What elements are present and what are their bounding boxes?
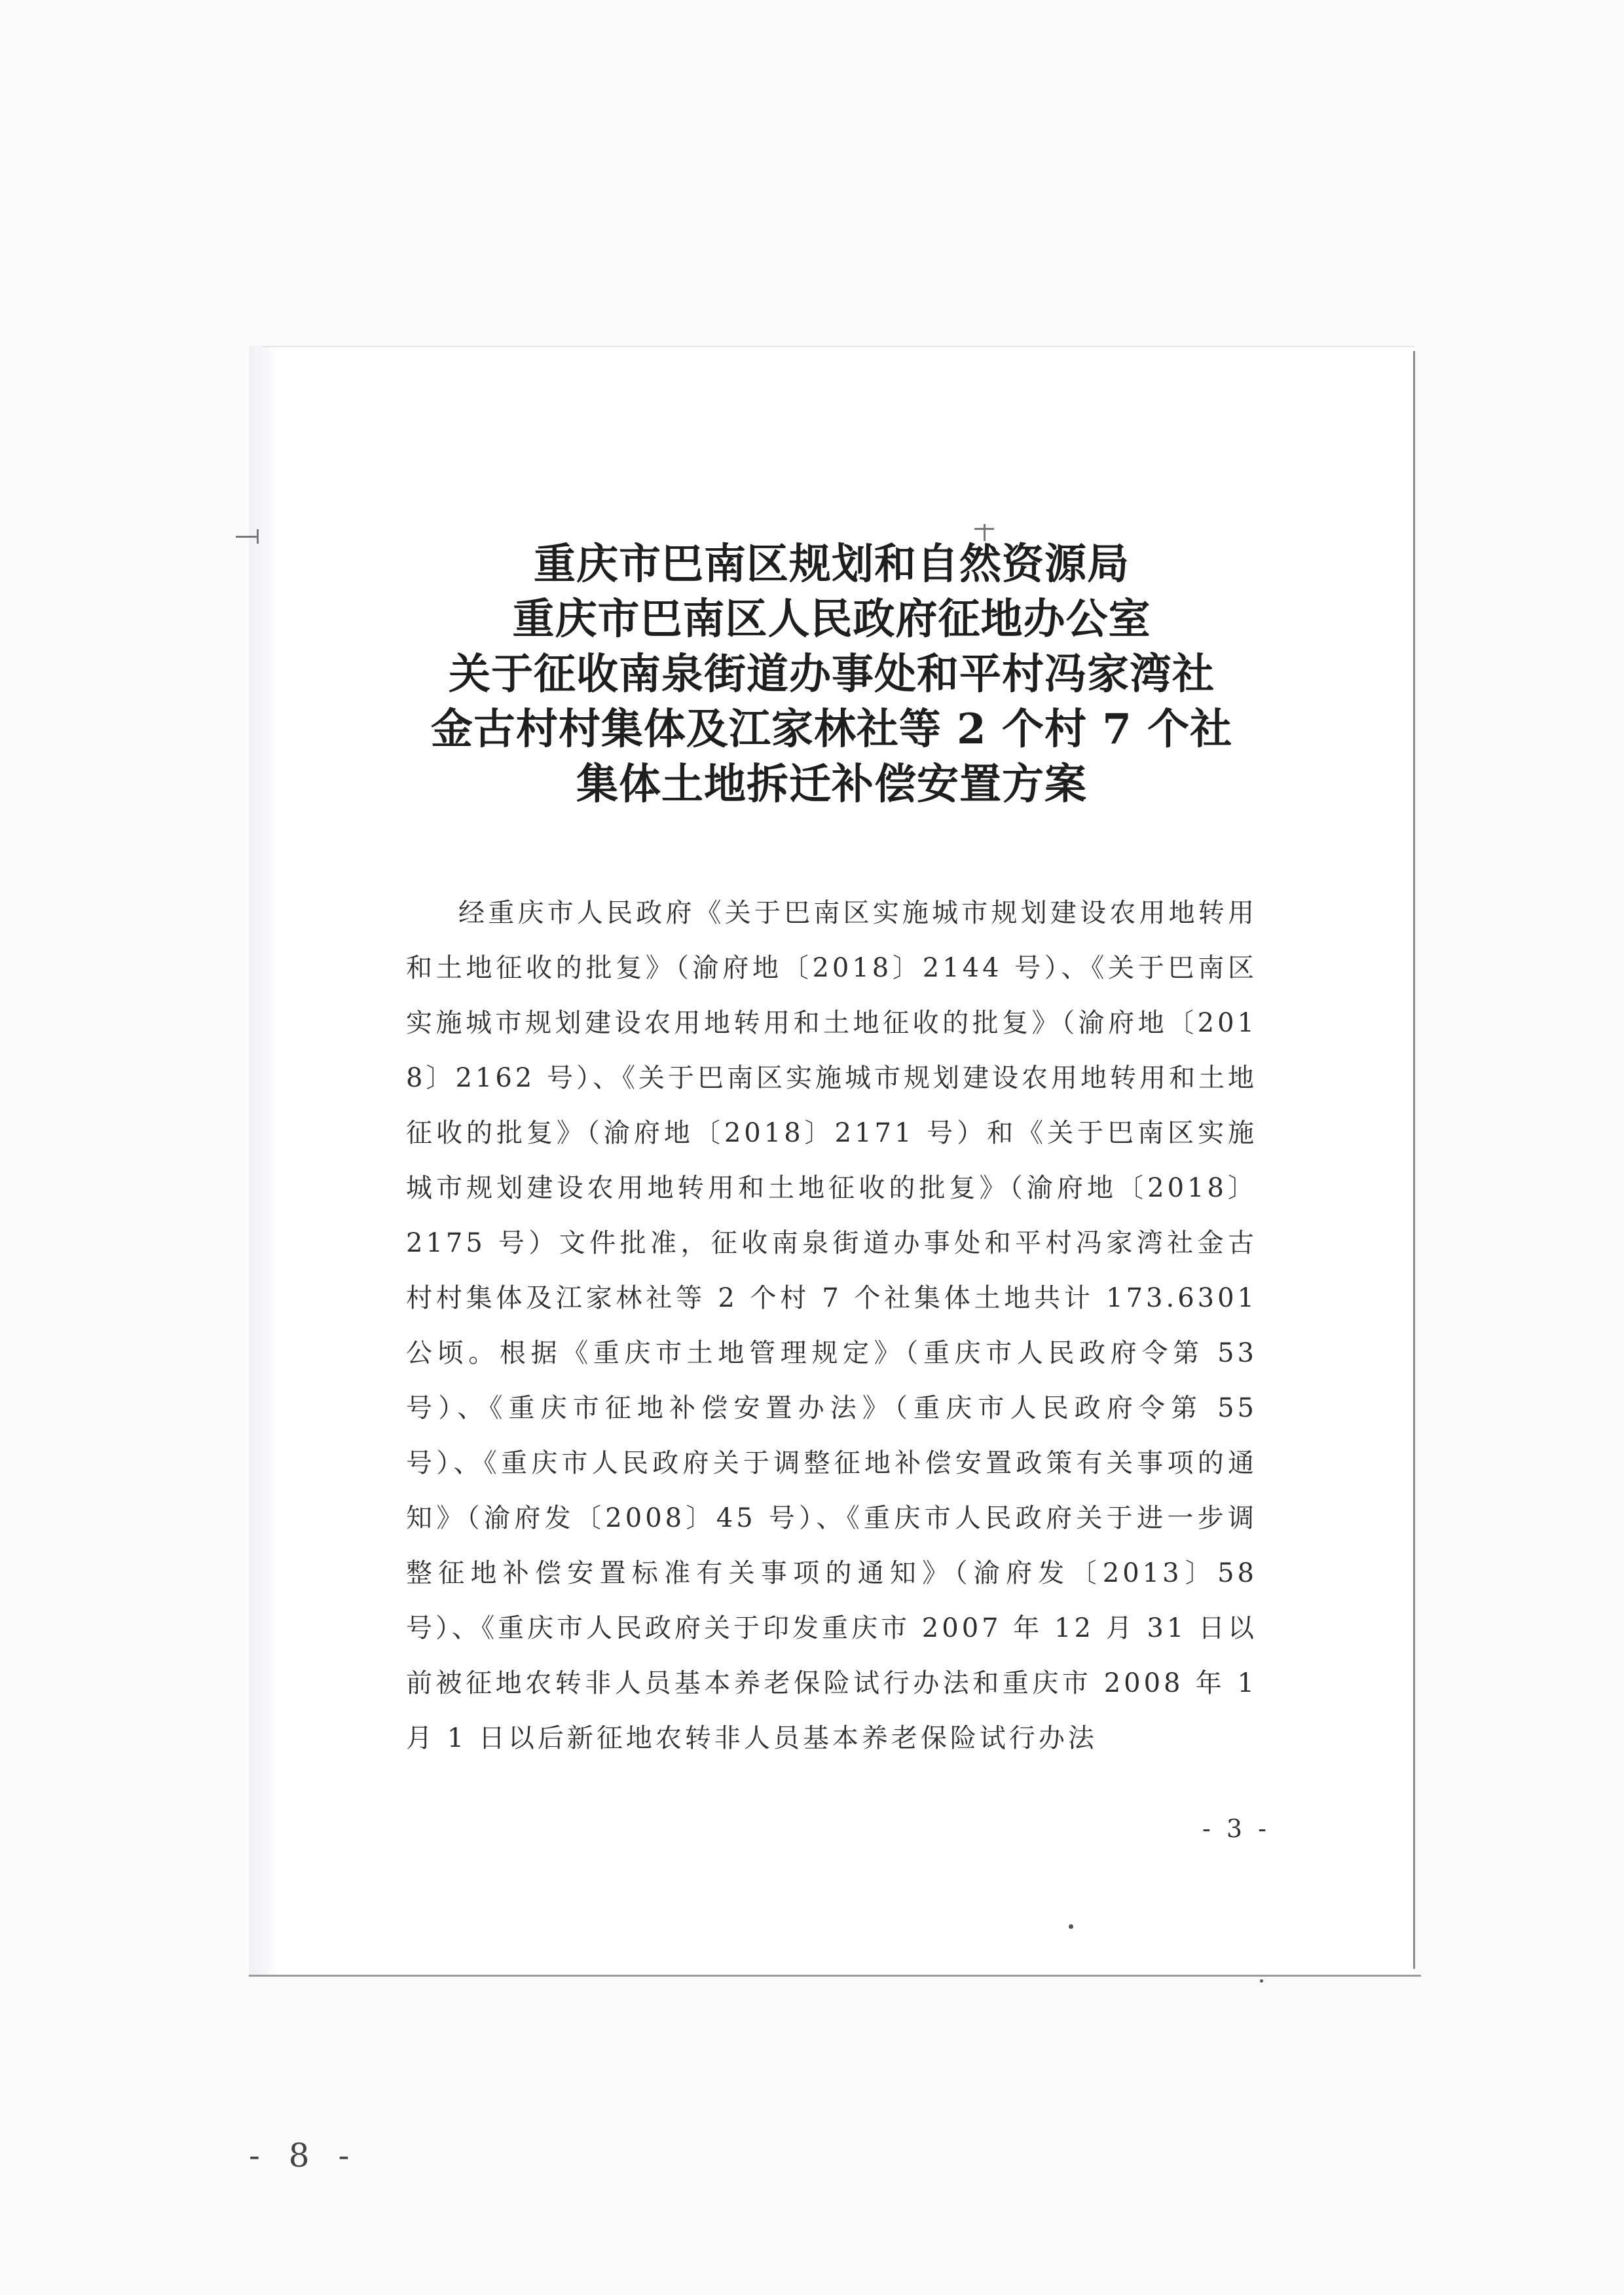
scan-speck (1069, 1924, 1073, 1929)
title-line-2: 重庆市巴南区人民政府征地办公室 (512, 595, 1151, 644)
title-line-5: 集体土地拆迁补偿安置方案 (576, 760, 1087, 809)
inner-page-top-edge (262, 346, 1414, 347)
document-title (249, 537, 1414, 812)
outer-page-number: - 8 - (249, 2136, 359, 2174)
body-paragraph: 经重庆市人民政府《关于巴南区实施城市规划建设农用地转用和土地征收的批复》（渝府地〔2018〕2144 号）、《关于巴南区实施城市规划建设农用地转用和土地征收的批复》（渝府地〔2018〕2162 号）、《关于巴南区实施城市规划建设农用地转用和土地征收的批复》（渝府地〔2018〕2171 号）和《关于巴南区实施城市规划建设农用地转用和土地征收的批复》（渝府地〔2018〕2175 号）文件批准，征收南泉街道办事处和平村冯家湾社金古村村集体及江家林社等 2 个村 7 个社集体土地共计 173.6301 公顷。根据《重庆市土地管理规定》（重庆市人民政府令第 53 号）、《重庆市征地补偿安置办法》（重庆市人民政府令第 55 号）、《重庆市人民政府关于调整征地补偿安置政策有关事项的通知》（渝府发〔2008〕45 号）、《重庆市人民政府关于进一步调整征地补偿安置标准有关事项的通知》（渝府发〔2013〕58 号）、《重庆市人民政府关于印发重庆市 2007 年 12 月 31 日以前被征地农转非人员基本养老保险试行办法和重庆市 2008 年 1 月 1 日以后新征地农转非人员基本养老保险试行办法 (406, 898, 1257, 1753)
title-line-3: 关于征收南泉街道办事处和平村冯家湾社 (449, 650, 1215, 699)
inner-page-number: - 3 - (1202, 1814, 1270, 1843)
title-line-1: 重庆市巴南区规划和自然资源局 (534, 540, 1130, 589)
scan-speck (1260, 1979, 1263, 1983)
inner-page-bottom-edge (249, 1975, 1421, 1977)
title-line-4: 金古村村集体及江家林社等 2 个村 7 个社 (430, 705, 1233, 754)
